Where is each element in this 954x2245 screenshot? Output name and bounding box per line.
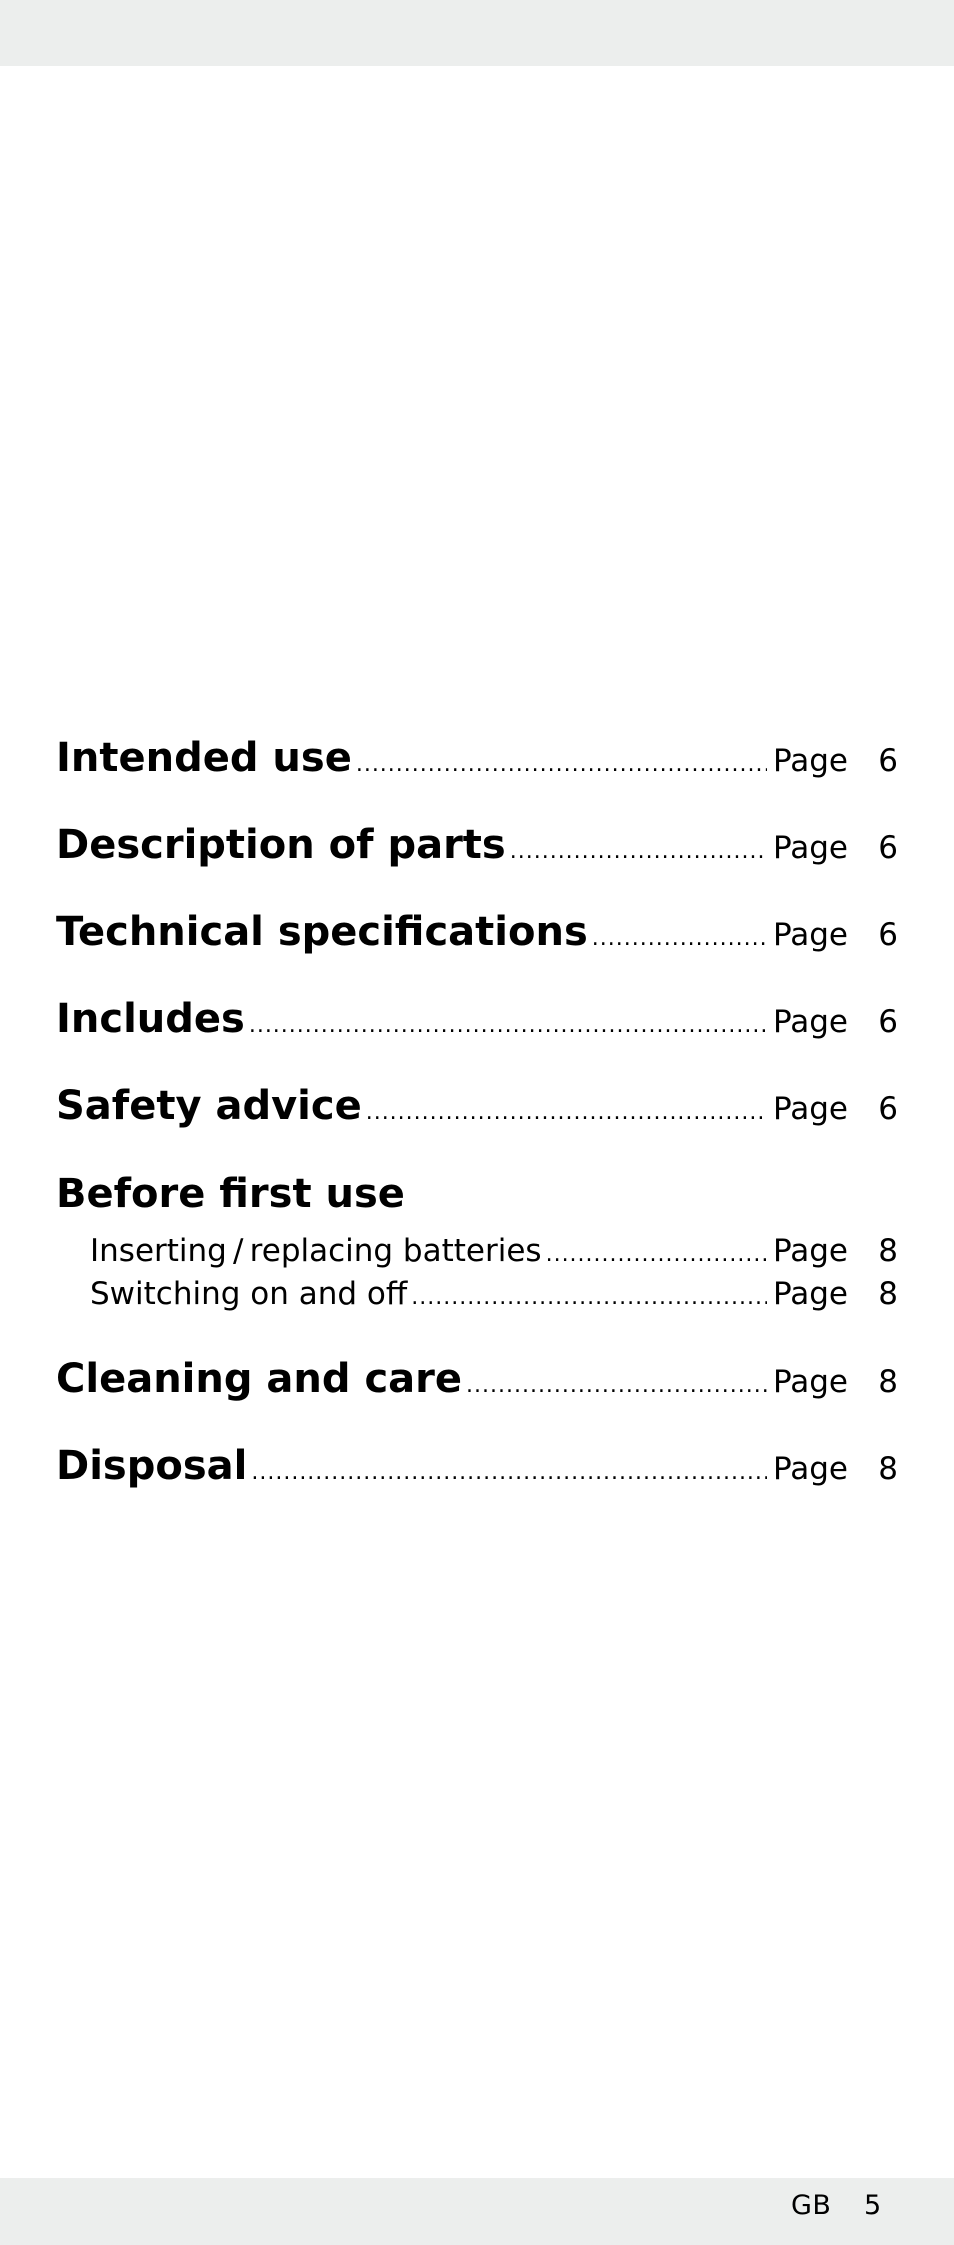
- toc-entry-title: Description of parts: [56, 822, 506, 868]
- dot-leader: [466, 1373, 767, 1398]
- toc-entry-description-of-parts[interactable]: [56, 822, 898, 868]
- dot-leader: [366, 1100, 767, 1125]
- page-number: 6: [878, 743, 898, 779]
- page-number: 8: [878, 1276, 898, 1312]
- page-label: Page: [772, 1364, 848, 1400]
- page-label: Page: [772, 830, 848, 866]
- page-label: Page: [772, 743, 848, 779]
- page-label: Page: [772, 1451, 848, 1487]
- page-number: 8: [878, 1364, 898, 1400]
- toc-entry-includes[interactable]: [56, 996, 898, 1042]
- page-label: Page: [772, 917, 848, 953]
- toc-entry-title: Cleaning and care: [56, 1356, 462, 1402]
- page-label: Page: [772, 1233, 848, 1269]
- page-number: 8: [878, 1233, 898, 1269]
- dot-leader: [592, 926, 767, 951]
- dot-leader: [546, 1242, 767, 1267]
- page-number: 6: [878, 917, 898, 953]
- toc-entry-technical-specifications[interactable]: [56, 909, 898, 955]
- dot-leader: [510, 839, 767, 864]
- header-band: [0, 0, 954, 66]
- toc-entry-safety-advice[interactable]: [56, 1083, 898, 1129]
- toc-entry-intended-use[interactable]: [56, 735, 898, 781]
- toc-entry-title: Safety advice: [56, 1083, 362, 1129]
- dot-leader: [356, 752, 767, 777]
- toc-subentry-title: Inserting / replacing batteries: [90, 1233, 542, 1269]
- page-label: Page: [772, 1004, 848, 1040]
- toc-entry-title: Includes: [56, 996, 245, 1042]
- page-number: 6: [878, 1004, 898, 1040]
- toc-entry-title: Disposal: [56, 1443, 248, 1489]
- toc-entry-title: Technical specifications: [56, 909, 588, 955]
- page-label: Page: [772, 1091, 848, 1127]
- toc-heading-before-first-use: Before first use: [56, 1171, 405, 1217]
- footer-page-number: 5: [864, 2190, 882, 2221]
- page-number: 6: [878, 1091, 898, 1127]
- page-number: 6: [878, 830, 898, 866]
- toc-subentry-switching-on-and-off[interactable]: [90, 1276, 898, 1312]
- toc-subentry-inserting-replacing-batteries[interactable]: [90, 1233, 898, 1269]
- toc-entry-cleaning-and-care[interactable]: [56, 1356, 898, 1402]
- footer-language-code: GB: [791, 2190, 832, 2221]
- page-label: Page: [772, 1276, 848, 1312]
- page-number: 8: [878, 1451, 898, 1487]
- dot-leader: [411, 1285, 767, 1310]
- toc-subentry-title: Switching on and off: [90, 1276, 408, 1312]
- dot-leader: [251, 1460, 767, 1485]
- toc-entry-title: Intended use: [56, 735, 352, 781]
- toc-entry-disposal[interactable]: [56, 1443, 898, 1489]
- dot-leader: [249, 1013, 767, 1038]
